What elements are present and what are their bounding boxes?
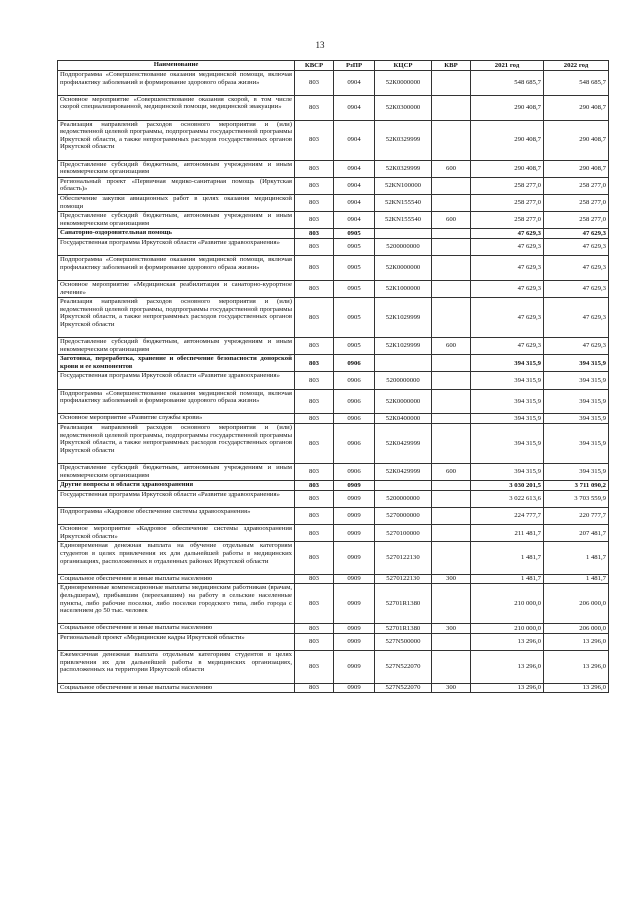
table-row bbox=[58, 490, 609, 507]
cell-name: Региональный проект «Первичная медико-санитарная помощь (Иркутская область)» bbox=[58, 177, 295, 194]
cell-2021: 47 629,3 bbox=[471, 338, 544, 355]
cell-2021: 394 315,9 bbox=[471, 424, 544, 464]
cell-2022: 3 703 559,9 bbox=[544, 490, 609, 507]
cell-2021: 394 315,9 bbox=[471, 389, 544, 414]
table-row bbox=[58, 177, 609, 194]
table-row bbox=[58, 194, 609, 211]
table-row bbox=[58, 651, 609, 683]
cell-2021: 290 408,7 bbox=[471, 160, 544, 177]
cell-name: Подпрограмма «Кадровое обеспечение системы здравоохранения» bbox=[58, 508, 295, 525]
cell-kcsr: 52КN100000 bbox=[375, 177, 432, 194]
cell-rzpr: 0909 bbox=[334, 574, 375, 584]
cell-kvsr: 803 bbox=[295, 542, 334, 574]
table-row bbox=[58, 464, 609, 481]
cell-2022: 290 408,7 bbox=[544, 95, 609, 120]
cell-2021: 13 296,0 bbox=[471, 651, 544, 683]
cell-2022: 47 629,3 bbox=[544, 229, 609, 239]
table-row bbox=[58, 424, 609, 464]
cell-kvr: 300 bbox=[432, 574, 471, 584]
cell-name: Реализация направлений расходов основного мероприятия и (или) ведомственной целевой программы, подпрограммы государственной программы Иркутской области, а также непрограммных расходов государственных органов Иркутской области bbox=[58, 298, 295, 338]
column-header-kvsr: КВСР bbox=[295, 61, 334, 71]
cell-kcsr bbox=[375, 229, 432, 239]
cell-name: Подпрограмма «Совершенствование оказания медицинской помощи, включая профилактику заболеваний и формирование здорового образа жизни» bbox=[58, 71, 295, 96]
cell-kvr bbox=[432, 280, 471, 297]
cell-kvsr: 803 bbox=[295, 574, 334, 584]
cell-name: Обеспечение закупки авиационных работ в целях оказания медицинской помощи bbox=[58, 194, 295, 211]
cell-kvr bbox=[432, 177, 471, 194]
cell-kvr bbox=[432, 355, 471, 372]
cell-rzpr: 0905 bbox=[334, 280, 375, 297]
cell-2022: 290 408,7 bbox=[544, 160, 609, 177]
cell-2022: 394 315,9 bbox=[544, 424, 609, 464]
cell-kcsr: 52К1029999 bbox=[375, 338, 432, 355]
cell-kvsr: 803 bbox=[295, 280, 334, 297]
cell-name: Ежемесячная денежная выплата отдельным категориям студентов в целях привлечения их для дальнейшей работы в медицинских организациях, расположенных на территории Иркутской области bbox=[58, 651, 295, 683]
cell-name: Социальное обеспечение и иные выплаты населению bbox=[58, 574, 295, 584]
cell-rzpr: 0909 bbox=[334, 584, 375, 624]
cell-kvr bbox=[432, 525, 471, 542]
cell-kcsr: 5270100000 bbox=[375, 525, 432, 542]
cell-kvr bbox=[432, 633, 471, 650]
budget-table bbox=[57, 60, 609, 693]
cell-name: Социальное обеспечение и иные выплаты населению bbox=[58, 624, 295, 634]
table-row bbox=[58, 71, 609, 96]
cell-kcsr: 52К0300000 bbox=[375, 95, 432, 120]
table-row bbox=[58, 624, 609, 634]
cell-rzpr: 0906 bbox=[334, 464, 375, 481]
table-row bbox=[58, 160, 609, 177]
cell-2022: 394 315,9 bbox=[544, 414, 609, 424]
cell-kvsr: 803 bbox=[295, 372, 334, 389]
cell-rzpr: 0904 bbox=[334, 194, 375, 211]
cell-name: Региональный проект «Медицинские кадры Иркутской области» bbox=[58, 633, 295, 650]
cell-kvsr: 803 bbox=[295, 177, 334, 194]
cell-2021: 47 629,3 bbox=[471, 229, 544, 239]
cell-kvr: 600 bbox=[432, 338, 471, 355]
cell-name: Предоставление субсидий бюджетным, автономным учреждениям и иным некоммерческим организациям bbox=[58, 212, 295, 229]
cell-name: Единовременная денежная выплата на обучение отдельным категориям студентов в целях привлечения их для дальнейшей работы в медицинских организациях, расположенных в отдаленных районах Иркутской области bbox=[58, 542, 295, 574]
table-row bbox=[58, 256, 609, 281]
cell-2021: 224 777,7 bbox=[471, 508, 544, 525]
cell-name: Государственная программа Иркутской области «Развитие здравоохранения» bbox=[58, 372, 295, 389]
cell-rzpr: 0909 bbox=[334, 624, 375, 634]
cell-2022: 13 296,0 bbox=[544, 633, 609, 650]
cell-kvsr: 803 bbox=[295, 424, 334, 464]
cell-kcsr: 52К0429999 bbox=[375, 424, 432, 464]
cell-2022: 47 629,3 bbox=[544, 338, 609, 355]
cell-name: Реализация направлений расходов основного мероприятия и (или) ведомственной целевой программы, подпрограммы государственной программы Иркутской области, а также непрограммных расходов государственных органов Иркутской области bbox=[58, 424, 295, 464]
cell-kcsr bbox=[375, 355, 432, 372]
table-row bbox=[58, 481, 609, 491]
cell-kvsr: 803 bbox=[295, 160, 334, 177]
cell-rzpr: 0904 bbox=[334, 160, 375, 177]
cell-2022: 3 711 090,2 bbox=[544, 481, 609, 491]
cell-kcsr bbox=[375, 481, 432, 491]
cell-kvr bbox=[432, 229, 471, 239]
cell-kvr: 300 bbox=[432, 683, 471, 693]
cell-2022: 1 481,7 bbox=[544, 542, 609, 574]
table-row bbox=[58, 95, 609, 120]
cell-kcsr: 52КN155540 bbox=[375, 212, 432, 229]
cell-name: Социальное обеспечение и иные выплаты населению bbox=[58, 683, 295, 693]
cell-2022: 394 315,9 bbox=[544, 372, 609, 389]
table-row bbox=[58, 389, 609, 414]
table-row bbox=[58, 525, 609, 542]
cell-kvsr: 803 bbox=[295, 95, 334, 120]
cell-name: Основное мероприятие «Медицинская реабилитация и санаторно-курортное лечение» bbox=[58, 280, 295, 297]
cell-rzpr: 0909 bbox=[334, 508, 375, 525]
cell-kcsr: 52К1000000 bbox=[375, 280, 432, 297]
cell-kvsr: 803 bbox=[295, 256, 334, 281]
cell-kvsr: 803 bbox=[295, 355, 334, 372]
table-row bbox=[58, 542, 609, 574]
cell-kvsr: 803 bbox=[295, 633, 334, 650]
cell-kvr bbox=[432, 424, 471, 464]
cell-rzpr: 0904 bbox=[334, 120, 375, 160]
cell-kvsr: 803 bbox=[295, 212, 334, 229]
cell-2022: 47 629,3 bbox=[544, 280, 609, 297]
cell-kvr bbox=[432, 256, 471, 281]
table-row bbox=[58, 372, 609, 389]
table-row bbox=[58, 280, 609, 297]
table-row bbox=[58, 574, 609, 584]
cell-kvr bbox=[432, 194, 471, 211]
cell-2022: 1 481,7 bbox=[544, 574, 609, 584]
cell-2021: 211 481,7 bbox=[471, 525, 544, 542]
cell-name: Основное мероприятие «Кадровое обеспечение системы здравоохранения Иркутской области» bbox=[58, 525, 295, 542]
cell-rzpr: 0909 bbox=[334, 651, 375, 683]
cell-kvr: 600 bbox=[432, 160, 471, 177]
cell-2021: 13 296,0 bbox=[471, 633, 544, 650]
cell-kcsr: 527N500000 bbox=[375, 633, 432, 650]
cell-kvsr: 803 bbox=[295, 229, 334, 239]
cell-kvr bbox=[432, 651, 471, 683]
cell-name: Единовременные компенсационные выплаты медицинским работникам (врачам, фельдшерам), прибывшим (переехавшим) на работу в сельские населенные пункты, либо рабочие поселки, либо поселки городского типа, либо города с населением до 50 тыс. человек bbox=[58, 584, 295, 624]
cell-name: Санаторно-оздоровительная помощь bbox=[58, 229, 295, 239]
cell-kvsr: 803 bbox=[295, 624, 334, 634]
column-header-2022: 2022 год bbox=[544, 61, 609, 71]
cell-kvsr: 803 bbox=[295, 525, 334, 542]
cell-kcsr: 5200000000 bbox=[375, 490, 432, 507]
cell-rzpr: 0909 bbox=[334, 683, 375, 693]
cell-name: Подпрограмма «Совершенствование оказания медицинской помощи, включая профилактику заболеваний и формирование здорового образа жизни» bbox=[58, 389, 295, 414]
cell-rzpr: 0909 bbox=[334, 481, 375, 491]
cell-2022: 258 277,0 bbox=[544, 194, 609, 211]
cell-2022: 394 315,9 bbox=[544, 389, 609, 414]
cell-kvsr: 803 bbox=[295, 71, 334, 96]
cell-kvr: 300 bbox=[432, 624, 471, 634]
cell-2022: 47 629,3 bbox=[544, 256, 609, 281]
cell-kvsr: 803 bbox=[295, 389, 334, 414]
cell-rzpr: 0906 bbox=[334, 372, 375, 389]
table-row bbox=[58, 229, 609, 239]
cell-kcsr: 52К0400000 bbox=[375, 414, 432, 424]
cell-kcsr: 5200000000 bbox=[375, 372, 432, 389]
cell-rzpr: 0905 bbox=[334, 338, 375, 355]
cell-kvsr: 803 bbox=[295, 683, 334, 693]
cell-kcsr: 527N522070 bbox=[375, 651, 432, 683]
cell-kcsr: 52К1029999 bbox=[375, 298, 432, 338]
cell-kvsr: 803 bbox=[295, 238, 334, 255]
column-header-kvr: КВР bbox=[432, 61, 471, 71]
cell-kvr bbox=[432, 238, 471, 255]
cell-2021: 47 629,3 bbox=[471, 298, 544, 338]
cell-2022: 548 685,7 bbox=[544, 71, 609, 96]
cell-kvr bbox=[432, 584, 471, 624]
cell-rzpr: 0906 bbox=[334, 389, 375, 414]
cell-name: Предоставление субсидий бюджетным, автономным учреждениям и иным некоммерческим организациям bbox=[58, 160, 295, 177]
cell-kvr: 600 bbox=[432, 464, 471, 481]
cell-2021: 394 315,9 bbox=[471, 464, 544, 481]
cell-kvsr: 803 bbox=[295, 120, 334, 160]
cell-kcsr: 52701R1380 bbox=[375, 624, 432, 634]
cell-2021: 394 315,9 bbox=[471, 355, 544, 372]
cell-kcsr: 52701R1380 bbox=[375, 584, 432, 624]
cell-2021: 210 000,0 bbox=[471, 624, 544, 634]
cell-kvsr: 803 bbox=[295, 298, 334, 338]
table-row bbox=[58, 238, 609, 255]
cell-name: Реализация направлений расходов основного мероприятия и (или) ведомственной целевой программы, подпрограммы государственной программы Иркутской области, а также непрограммных расходов государственных органов Иркутской области bbox=[58, 120, 295, 160]
cell-2022: 394 315,9 bbox=[544, 464, 609, 481]
cell-kvsr: 803 bbox=[295, 481, 334, 491]
cell-2021: 210 000,0 bbox=[471, 584, 544, 624]
cell-kvr bbox=[432, 508, 471, 525]
cell-kvr bbox=[432, 481, 471, 491]
cell-2021: 47 629,3 bbox=[471, 238, 544, 255]
cell-rzpr: 0909 bbox=[334, 490, 375, 507]
cell-2022: 207 481,7 bbox=[544, 525, 609, 542]
table-row bbox=[58, 120, 609, 160]
cell-rzpr: 0906 bbox=[334, 424, 375, 464]
cell-rzpr: 0906 bbox=[334, 355, 375, 372]
cell-kvr bbox=[432, 542, 471, 574]
cell-kvsr: 803 bbox=[295, 490, 334, 507]
cell-kvr bbox=[432, 389, 471, 414]
cell-kcsr: 5270000000 bbox=[375, 508, 432, 525]
cell-2022: 47 629,3 bbox=[544, 298, 609, 338]
cell-kvr bbox=[432, 372, 471, 389]
cell-2022: 47 629,3 bbox=[544, 238, 609, 255]
cell-kcsr: 52К0000000 bbox=[375, 71, 432, 96]
cell-kcsr: 5200000000 bbox=[375, 238, 432, 255]
cell-2022: 206 000,0 bbox=[544, 584, 609, 624]
cell-rzpr: 0909 bbox=[334, 525, 375, 542]
cell-2022: 290 408,7 bbox=[544, 120, 609, 160]
cell-kvsr: 803 bbox=[295, 464, 334, 481]
cell-rzpr: 0905 bbox=[334, 256, 375, 281]
cell-2021: 290 408,7 bbox=[471, 95, 544, 120]
cell-name: Другие вопросы в области здравоохранения bbox=[58, 481, 295, 491]
cell-2021: 1 481,7 bbox=[471, 574, 544, 584]
cell-2021: 3 030 201,5 bbox=[471, 481, 544, 491]
cell-2021: 47 629,3 bbox=[471, 280, 544, 297]
cell-2022: 13 296,0 bbox=[544, 683, 609, 693]
cell-kcsr: 52К0429999 bbox=[375, 464, 432, 481]
cell-name: Заготовка, переработка, хранение и обеспечение безопасности донорской крови и ее компонентов bbox=[58, 355, 295, 372]
cell-2022: 13 296,0 bbox=[544, 651, 609, 683]
cell-kcsr: 5270122130 bbox=[375, 574, 432, 584]
table-row bbox=[58, 212, 609, 229]
cell-rzpr: 0904 bbox=[334, 95, 375, 120]
cell-name: Подпрограмма «Совершенствование оказания медицинской помощи, включая профилактику заболеваний и формирование здорового образа жизни» bbox=[58, 256, 295, 281]
cell-2021: 13 296,0 bbox=[471, 683, 544, 693]
cell-kvr: 600 bbox=[432, 212, 471, 229]
cell-2021: 3 022 613,6 bbox=[471, 490, 544, 507]
cell-2021: 394 315,9 bbox=[471, 414, 544, 424]
cell-rzpr: 0905 bbox=[334, 238, 375, 255]
cell-kvsr: 803 bbox=[295, 414, 334, 424]
cell-rzpr: 0909 bbox=[334, 542, 375, 574]
cell-kvsr: 803 bbox=[295, 338, 334, 355]
column-header-name: Наименование bbox=[58, 61, 295, 71]
cell-kvsr: 803 bbox=[295, 651, 334, 683]
cell-2021: 394 315,9 bbox=[471, 372, 544, 389]
cell-2021: 258 277,0 bbox=[471, 177, 544, 194]
cell-kvr bbox=[432, 490, 471, 507]
cell-rzpr: 0904 bbox=[334, 177, 375, 194]
cell-kvr bbox=[432, 71, 471, 96]
table-row bbox=[58, 355, 609, 372]
column-header-rzpr: РзПР bbox=[334, 61, 375, 71]
cell-2021: 258 277,0 bbox=[471, 212, 544, 229]
cell-2022: 394 315,9 bbox=[544, 355, 609, 372]
cell-name: Основное мероприятие «Развитие службы крови» bbox=[58, 414, 295, 424]
cell-kcsr: 527N522070 bbox=[375, 683, 432, 693]
cell-kcsr: 52К0329999 bbox=[375, 160, 432, 177]
cell-2022: 258 277,0 bbox=[544, 212, 609, 229]
cell-2021: 548 685,7 bbox=[471, 71, 544, 96]
cell-kvsr: 803 bbox=[295, 508, 334, 525]
cell-kcsr: 5270122130 bbox=[375, 542, 432, 574]
cell-2022: 206 000,0 bbox=[544, 624, 609, 634]
cell-rzpr: 0909 bbox=[334, 633, 375, 650]
cell-2021: 1 481,7 bbox=[471, 542, 544, 574]
cell-kcsr: 52КN155540 bbox=[375, 194, 432, 211]
cell-kvsr: 803 bbox=[295, 584, 334, 624]
cell-name: Государственная программа Иркутской области «Развитие здравоохранения» bbox=[58, 490, 295, 507]
table-body bbox=[58, 71, 609, 693]
cell-name: Основное мероприятие «Совершенствование оказания скорой, в том числе скорой специализированной, медицинской помощи, медицинской эвакуации» bbox=[58, 95, 295, 120]
column-header-2021: 2021 год bbox=[471, 61, 544, 71]
cell-kcsr: 52К0329999 bbox=[375, 120, 432, 160]
cell-rzpr: 0904 bbox=[334, 212, 375, 229]
cell-2021: 47 629,3 bbox=[471, 256, 544, 281]
cell-kvr bbox=[432, 95, 471, 120]
cell-rzpr: 0905 bbox=[334, 229, 375, 239]
cell-name: Предоставление субсидий бюджетным, автономным учреждениям и иным некоммерческим организациям bbox=[58, 464, 295, 481]
column-header-kcsr: КЦСР bbox=[375, 61, 432, 71]
page-number: 13 bbox=[315, 40, 325, 50]
cell-2022: 258 277,0 bbox=[544, 177, 609, 194]
table-header-row bbox=[58, 61, 609, 71]
cell-name: Государственная программа Иркутской области «Развитие здравоохранения» bbox=[58, 238, 295, 255]
cell-kvsr: 803 bbox=[295, 194, 334, 211]
cell-kvr bbox=[432, 298, 471, 338]
cell-kvr bbox=[432, 414, 471, 424]
cell-2021: 258 277,0 bbox=[471, 194, 544, 211]
cell-2022: 220 777,7 bbox=[544, 508, 609, 525]
cell-rzpr: 0904 bbox=[334, 71, 375, 96]
cell-kcsr: 52К0000000 bbox=[375, 256, 432, 281]
table-row bbox=[58, 414, 609, 424]
cell-rzpr: 0906 bbox=[334, 414, 375, 424]
table-row bbox=[58, 338, 609, 355]
cell-rzpr: 0905 bbox=[334, 298, 375, 338]
table-row bbox=[58, 298, 609, 338]
table-row bbox=[58, 633, 609, 650]
cell-kcsr: 52К0000000 bbox=[375, 389, 432, 414]
table-row bbox=[58, 508, 609, 525]
cell-kvr bbox=[432, 120, 471, 160]
cell-2021: 290 408,7 bbox=[471, 120, 544, 160]
table-row bbox=[58, 683, 609, 693]
table-row bbox=[58, 584, 609, 624]
cell-name: Предоставление субсидий бюджетным, автономным учреждениям и иным некоммерческим организациям bbox=[58, 338, 295, 355]
